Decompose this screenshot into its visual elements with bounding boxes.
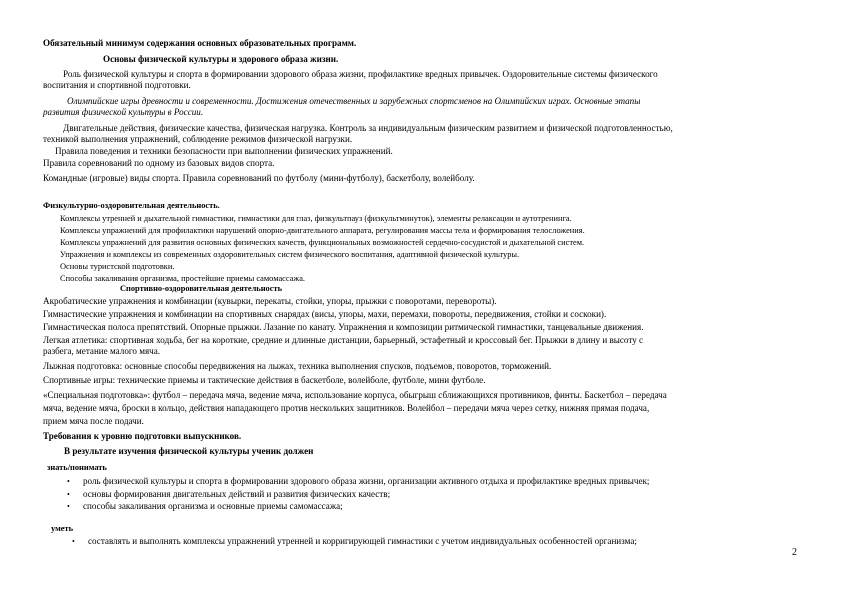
paragraph-line: Правила соревнований по одному из базовых видов спорта. <box>43 158 275 168</box>
section-subheading: Основы физической культуры и здорового образа жизни. <box>103 54 339 64</box>
bullet-item: основы формирования двигательных действий и развития физических качеств; <box>83 489 391 499</box>
bullet-icon: • <box>72 537 75 546</box>
paragraph-line: Акробатические упражнения и комбинации (кувырки, перекаты, стойки, упоры, прыжки с поворотами, перевороты). <box>43 296 497 306</box>
bullet-icon: • <box>67 490 70 499</box>
list-item: Комплексы упражнений для развития основных физических качеств, функциональных возможностей сердечно-сосудистой и дыхательной систем. <box>60 238 585 247</box>
paragraph-line: «Специальная подготовка»: футбол – передача мяча, ведение мяча, использование корпуса, обыгрыш сближающихся противников, финты. Баскетбол – передача <box>43 390 667 400</box>
paragraph-line: воспитания и спортивной подготовки. <box>43 80 191 90</box>
paragraph-line: Роль физической культуры и спорта в формировании здорового образа жизни, профилактике вредных привычек. Оздоровительные системы физического <box>63 69 658 79</box>
paragraph-line: разбега, метание малого мяча. <box>43 346 161 356</box>
paragraph-line: Командные (игровые) виды спорта. Правила соревнований по футболу (мини-футболу), баскетболу, волейболу. <box>43 173 475 183</box>
paragraph-line: Легкая атлетика: спортивная ходьба, бег на короткие, средние и длинные дистанции, барьерный, эстафетный и кроссовый бег. Прыжки в длину и высоту с <box>43 335 644 345</box>
list-item: Комплексы упражнений для профилактики нарушений опорно-двигательного аппарата, регулирования массы тела и формирования телосложения. <box>60 226 585 235</box>
bullet-icon: • <box>67 502 70 511</box>
bullet-item: способы закаливания организма и основные приемы самомассажа; <box>83 501 343 511</box>
section-heading: Физкультурно-оздоровительная деятельность. <box>43 201 220 210</box>
list-item: Упражнения и комплексы из современных оздоровительных систем физического воспитания, адаптивной физической культуры. <box>60 250 520 259</box>
paragraph-line-italic: Олимпийские игры древности и современности. Достижения отечественных и зарубежных спортсменов на Олимпийских играх. Основные этапы <box>67 96 641 106</box>
list-label: знать/понимать <box>47 463 107 472</box>
bullet-icon: • <box>67 477 70 486</box>
paragraph-line-italic: развития физической культуры в России. <box>43 107 204 117</box>
paragraph-line: техникой выполнения упражнений, соблюдение режимов физической нагрузки. <box>43 134 353 144</box>
bullet-item: роль физической культуры и спорта в формировании здорового образа жизни, организации активного отдыха и профилактике вредных привычек; <box>83 476 650 486</box>
list-label: уметь <box>51 524 74 533</box>
paragraph-line: Гимнастические упражнения и комбинации на спортивных снарядах (висы, упоры, махи, перемахи, повороты, передвижения, стойки и соскоки). <box>43 309 607 319</box>
bullet-item: составлять и выполнять комплексы упражнений утренней и корригирующей гимнастики с учетом индивидуальных особенностей организма; <box>88 536 637 546</box>
paragraph-line: Спортивные игры: технические приемы и тактические действия в баскетболе, волейболе, футболе, мини футболе. <box>43 375 486 385</box>
paragraph-line: Лыжная подготовка: основные способы передвижения на лыжах, техника выполнения спусков, подъемов, поворотов, торможений. <box>43 361 552 371</box>
list-item: Способы закаливания организма, простейшие приемы самомассажа. <box>60 274 306 283</box>
section-heading: Спортивно-оздоровительная деятельность <box>120 284 282 293</box>
section-heading: Требования к уровню подготовки выпускников. <box>43 431 242 441</box>
paragraph-line: прием мяча после подачи. <box>43 416 144 426</box>
section-heading: Обязательный минимум содержания основных образовательных программ. <box>43 38 357 48</box>
list-item: Комплексы утренней и дыхательной гимнастики, гимнастики для глаз, физкультпауз (физкультминуток), элементы релаксации и аутотренинга. <box>60 214 572 223</box>
list-item: Основы туристской подготовки. <box>60 262 175 271</box>
section-subheading: В результате изучения физической культуры ученик должен <box>64 446 314 456</box>
paragraph-line: Двигательные действия, физические качества, физическая нагрузка. Контроль за индивидуальным физическим развитием и физической подготовленностью, <box>63 123 673 133</box>
paragraph-line: мяча, ведение мяча, броски в кольцо, действия нападающего против нескольких защитников. Волейбол – передачи мяча через сетку, нижняя прямая подача, <box>43 403 650 413</box>
page-number: 2 <box>792 547 797 558</box>
paragraph-line: Гимнастическая полоса препятствий. Опорные прыжки. Лазание по канату. Упражнения и композиции ритмической гимнастики, танцевальные движения. <box>43 322 644 332</box>
paragraph-line: Правила поведения и техники безопасности при выполнении физических упражнений. <box>55 146 393 156</box>
